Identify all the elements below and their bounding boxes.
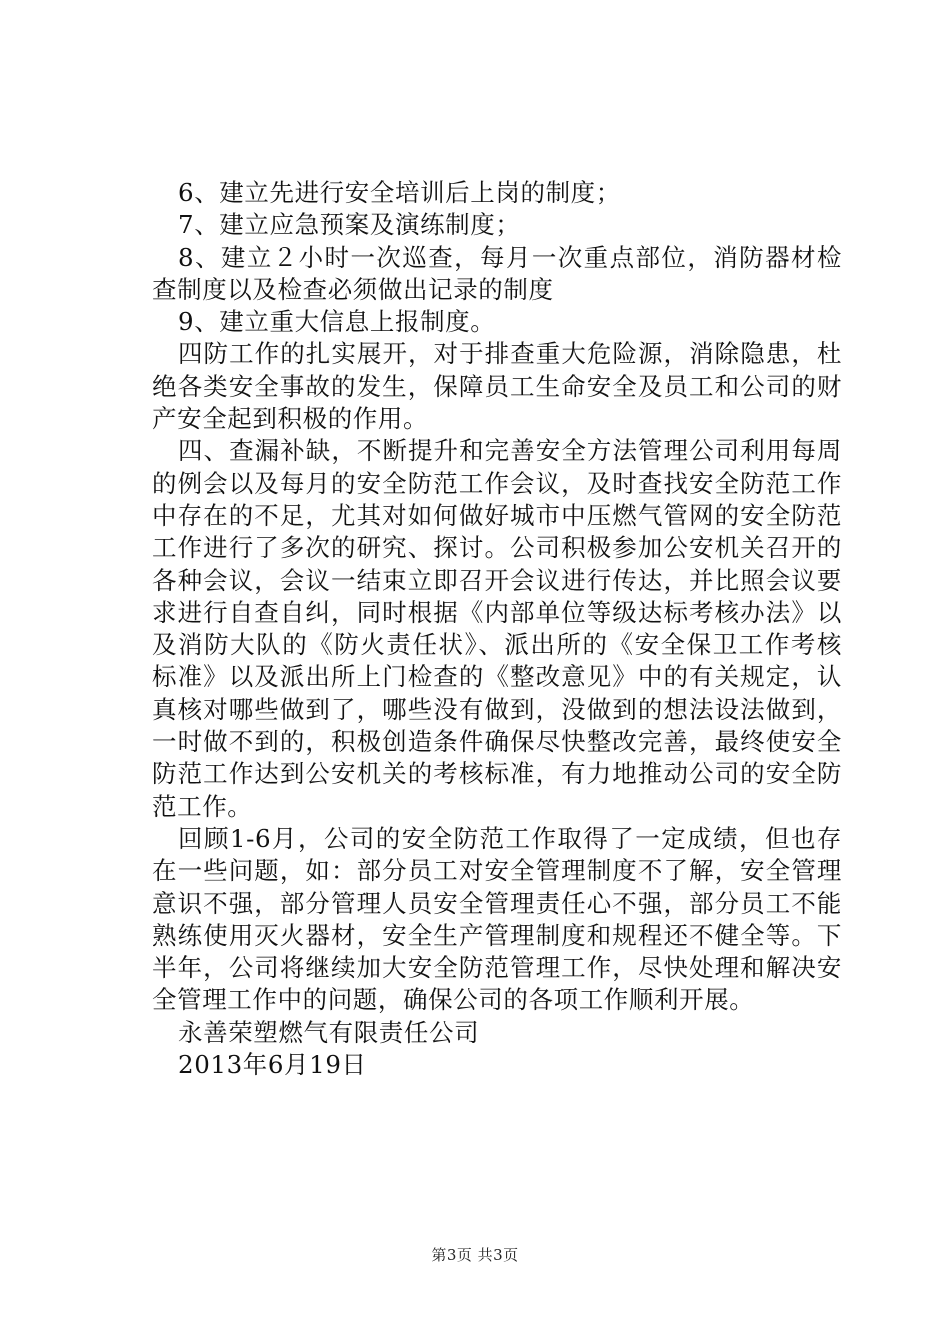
list-item-8: 8、建立２小时一次巡查，每月一次重点部位，消防器材检查制度以及检查必须做出记录的制度 xyxy=(152,242,842,304)
list-item-9: 9、建立重大信息上报制度。 xyxy=(178,307,496,337)
signature-company: 永善荣塑燃气有限责任公司 xyxy=(178,1017,480,1047)
paragraph-section-four: 四、查漏补缺，不断提升和完善安全方法管理公司利用每周的例会以及每月的安全防范工作会议，及时查找安全防范工作中存在的不足，尤其对如何做好城市中压燃气管网的安全防范工作进行了多次的研究、探讨。公司积极参加公安机关召开的各种会议，会议一结束立即召开会议进行传达，并比照会议要求进行自查自纠，同时根据《内部单位等级达标考核办法》以及消防大队的《防火责任状》、派出所的《安全保卫工作考核标准》以及派出所上门检查的《整改意见》中的有关规定，认真核对哪些做到了，哪些没有做到，没做到的想法设法做到，一时做不到的，积极创造条件确保尽快整改完善，最终使安全防范工作达到公安机关的考核标准，有力地推动公司的安全防范工作。 xyxy=(152,436,842,821)
list-item-7: 7、建立应急预案及演练制度； xyxy=(178,210,521,240)
paragraph-review: 回顾1-6月，公司的安全防范工作取得了一定成绩，但也存在一些问题，如：部分员工对安全管理制度不了解，安全管理意识不强，部分管理人员安全管理责任心不强，部分员工不能熟练使用灭火器材，安全生产管理制度和规程还不健全等。下半年，公司将继续加大安全防范管理工作，尽快处理和解决安全管理工作中的问题，确保公司的各项工作顺利开展。 xyxy=(152,823,842,1015)
signature-date: 2013年6月19日 xyxy=(178,1050,367,1080)
list-item-6: 6、建立先进行安全培训后上岗的制度； xyxy=(178,178,621,207)
paragraph-four-prevention: 四防工作的扎实展开，对于排查重大危险源，消除隐患，杜绝各类安全事故的发生，保障员工生命安全及员工和公司的财产安全起到积极的作用。 xyxy=(152,339,842,434)
page-number-footer: 第3页 共3页 xyxy=(431,1246,519,1264)
document-body xyxy=(152,177,842,1081)
